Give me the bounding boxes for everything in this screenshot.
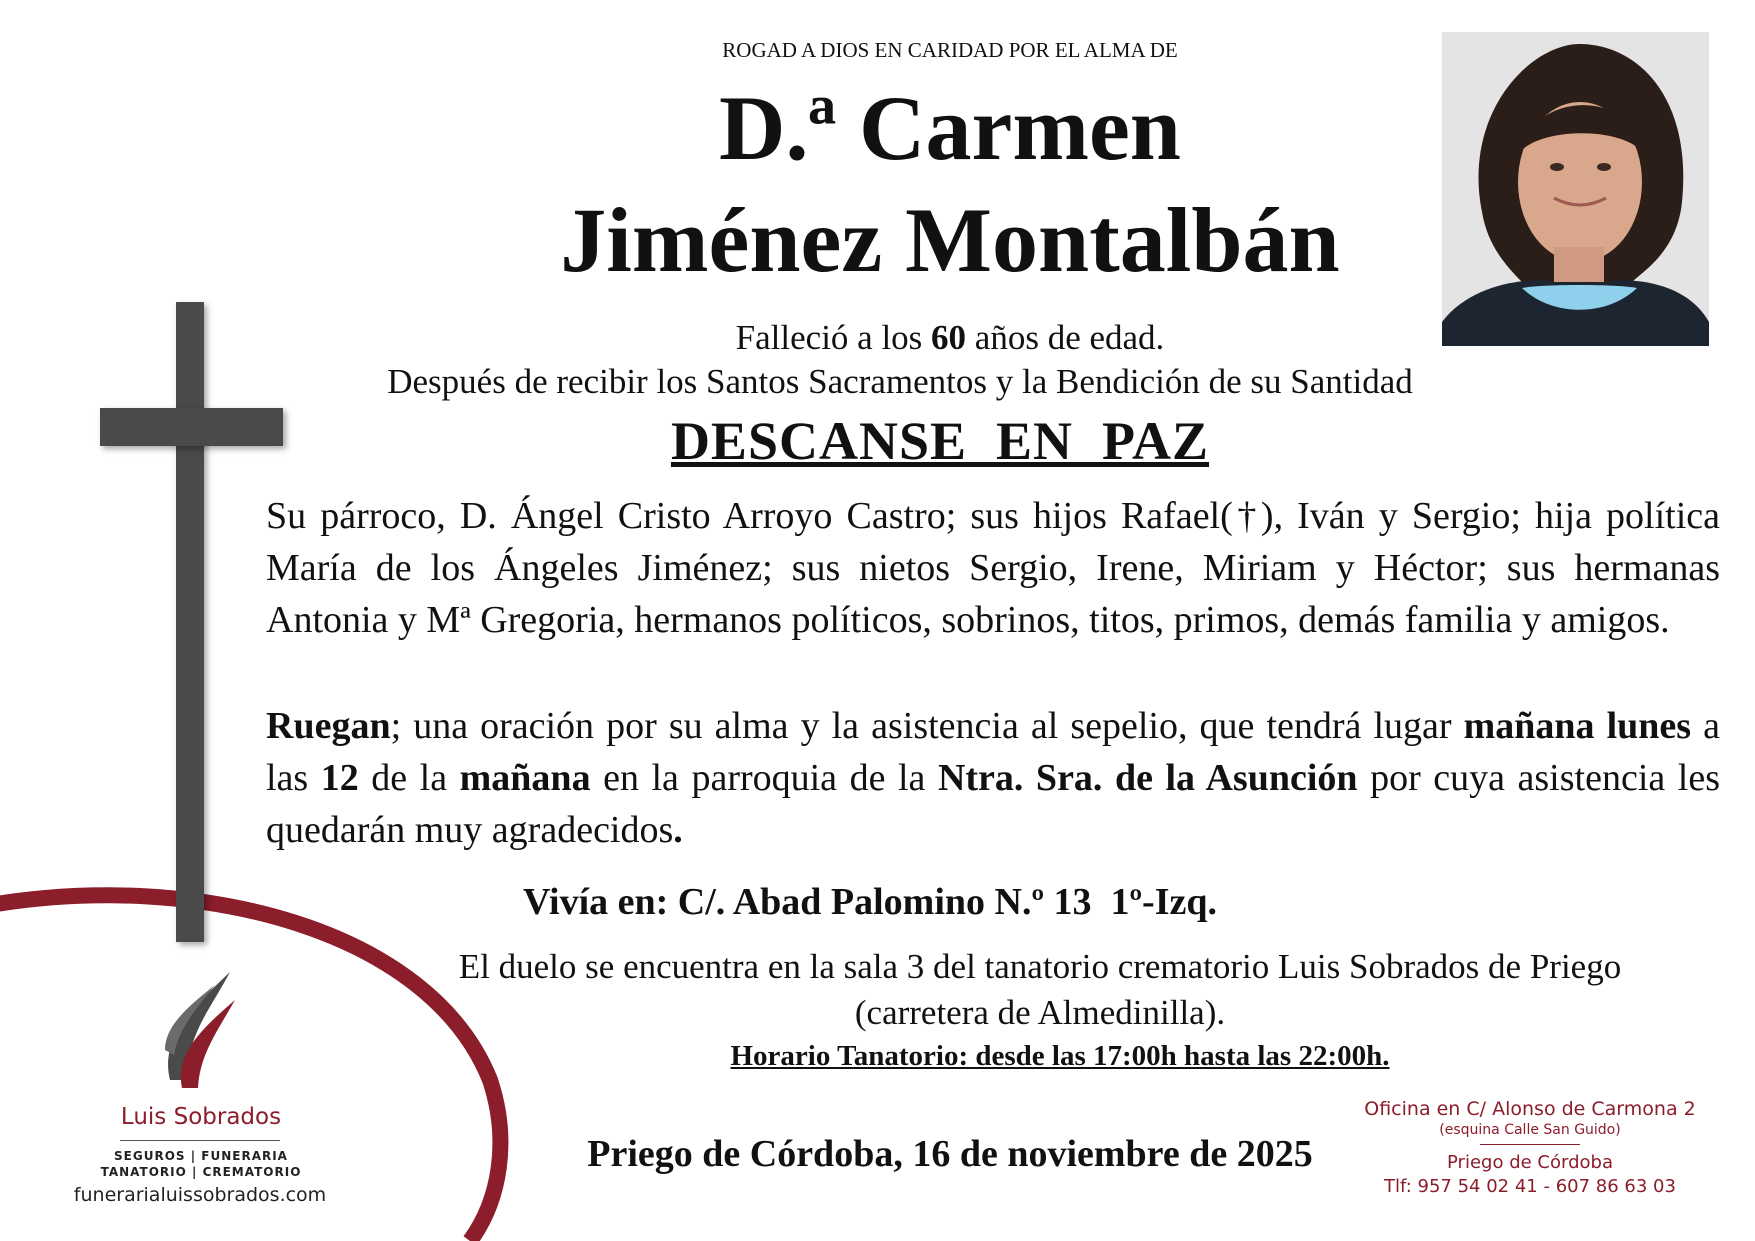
cross-bar (100, 408, 283, 446)
rip-text: DESCANSE EN PAZ (670, 411, 1210, 471)
family-paragraph: Su párroco, D. Ángel Cristo Arroyo Castro; sus hijos Rafael(†), Iván y Sergio; hija política María de los Ángeles Jiménez; sus nietos Sergio, Irene, Miriam y Héctor; sus hermanas Antonia y Mª Gregoria, hermanos políticos, sobrinos, titos, primos, demás familia y amigos. (266, 495, 1720, 641)
wake-line2: (carretera de Almedinilla). (854, 993, 1226, 1032)
deceased-name-line1: D.ª Carmen (719, 77, 1181, 179)
sacraments-line: Después de recibir los Santos Sacramentos y la Bendición de su Santidad (387, 362, 1413, 401)
brand-services-line2: TANATORIO | CREMATORIO (100, 1165, 302, 1179)
address-line: Vivía en: C/. Abad Palomino N.º 13 1º-Izq. (522, 881, 1217, 923)
brand-services-line1: SEGUROS | FUNERARIA (114, 1149, 288, 1163)
age-before: Falleció a los (735, 318, 932, 357)
flame-logo-icon (160, 970, 240, 1090)
dateline: Priego de Córdoba, 16 de noviembre de 2025 (587, 1133, 1313, 1175)
wake-info (380, 944, 1700, 1036)
rest-in-peace-title (640, 410, 1240, 472)
deceased-name-line2: Jiménez Montalbán (560, 189, 1340, 291)
prayer-parish: Ntra. Sra. de la Asunción (937, 757, 1358, 799)
age-value: 60 (931, 318, 967, 357)
prayer-day: mañana lunes (1463, 705, 1692, 747)
prayer-paragraph (266, 700, 1720, 856)
brand-divider (120, 1140, 280, 1141)
brand-website: funerarialuissobrados.com (73, 1184, 327, 1206)
age-line (560, 318, 1340, 358)
prayer-hour: 12 (320, 757, 359, 799)
prayer-text-1: ; una oración por su alma y la asistencia al sepelio, que tendrá lugar (390, 705, 1464, 747)
prayer-text-2: a las (266, 705, 1720, 799)
age-after: años de edad. (966, 318, 1165, 357)
prayer-text-5: por cuya asistencia les quedarán muy agradecidos (266, 757, 1720, 851)
prayer-text-4: en la parroquia de la (590, 757, 938, 799)
prayer-morning: mañana (459, 757, 591, 799)
latin-cross-icon (176, 302, 204, 942)
brand-name: Luis Sobrados (120, 1104, 282, 1130)
office-address: Oficina en C/ Alonso de Carmona 2 (1364, 1098, 1696, 1120)
prayer-ruegan: Ruegan (266, 705, 391, 747)
wake-line1: El duelo se encuentra en la sala 3 del tanatorio crematorio Luis Sobrados de Priego (458, 947, 1622, 986)
portrait-photo (1442, 32, 1709, 346)
wake-hours (560, 1040, 1560, 1073)
office-phone: Tlf: 957 54 02 41 - 607 86 63 03 (1384, 1176, 1676, 1197)
intro-heading: ROGAD A DIOS EN CARIDAD POR EL ALMA DE (722, 38, 1178, 62)
prayer-end: . (673, 809, 683, 851)
wake-hours-text: Horario Tanatorio: desde las 17:00h hasta las 22:00h. (730, 1040, 1390, 1072)
office-city: Priego de Córdoba (1447, 1152, 1613, 1173)
prayer-text-3: de la (358, 757, 460, 799)
office-corner: (esquina Calle San Guido) (1439, 1122, 1621, 1138)
office-divider (1480, 1144, 1580, 1145)
